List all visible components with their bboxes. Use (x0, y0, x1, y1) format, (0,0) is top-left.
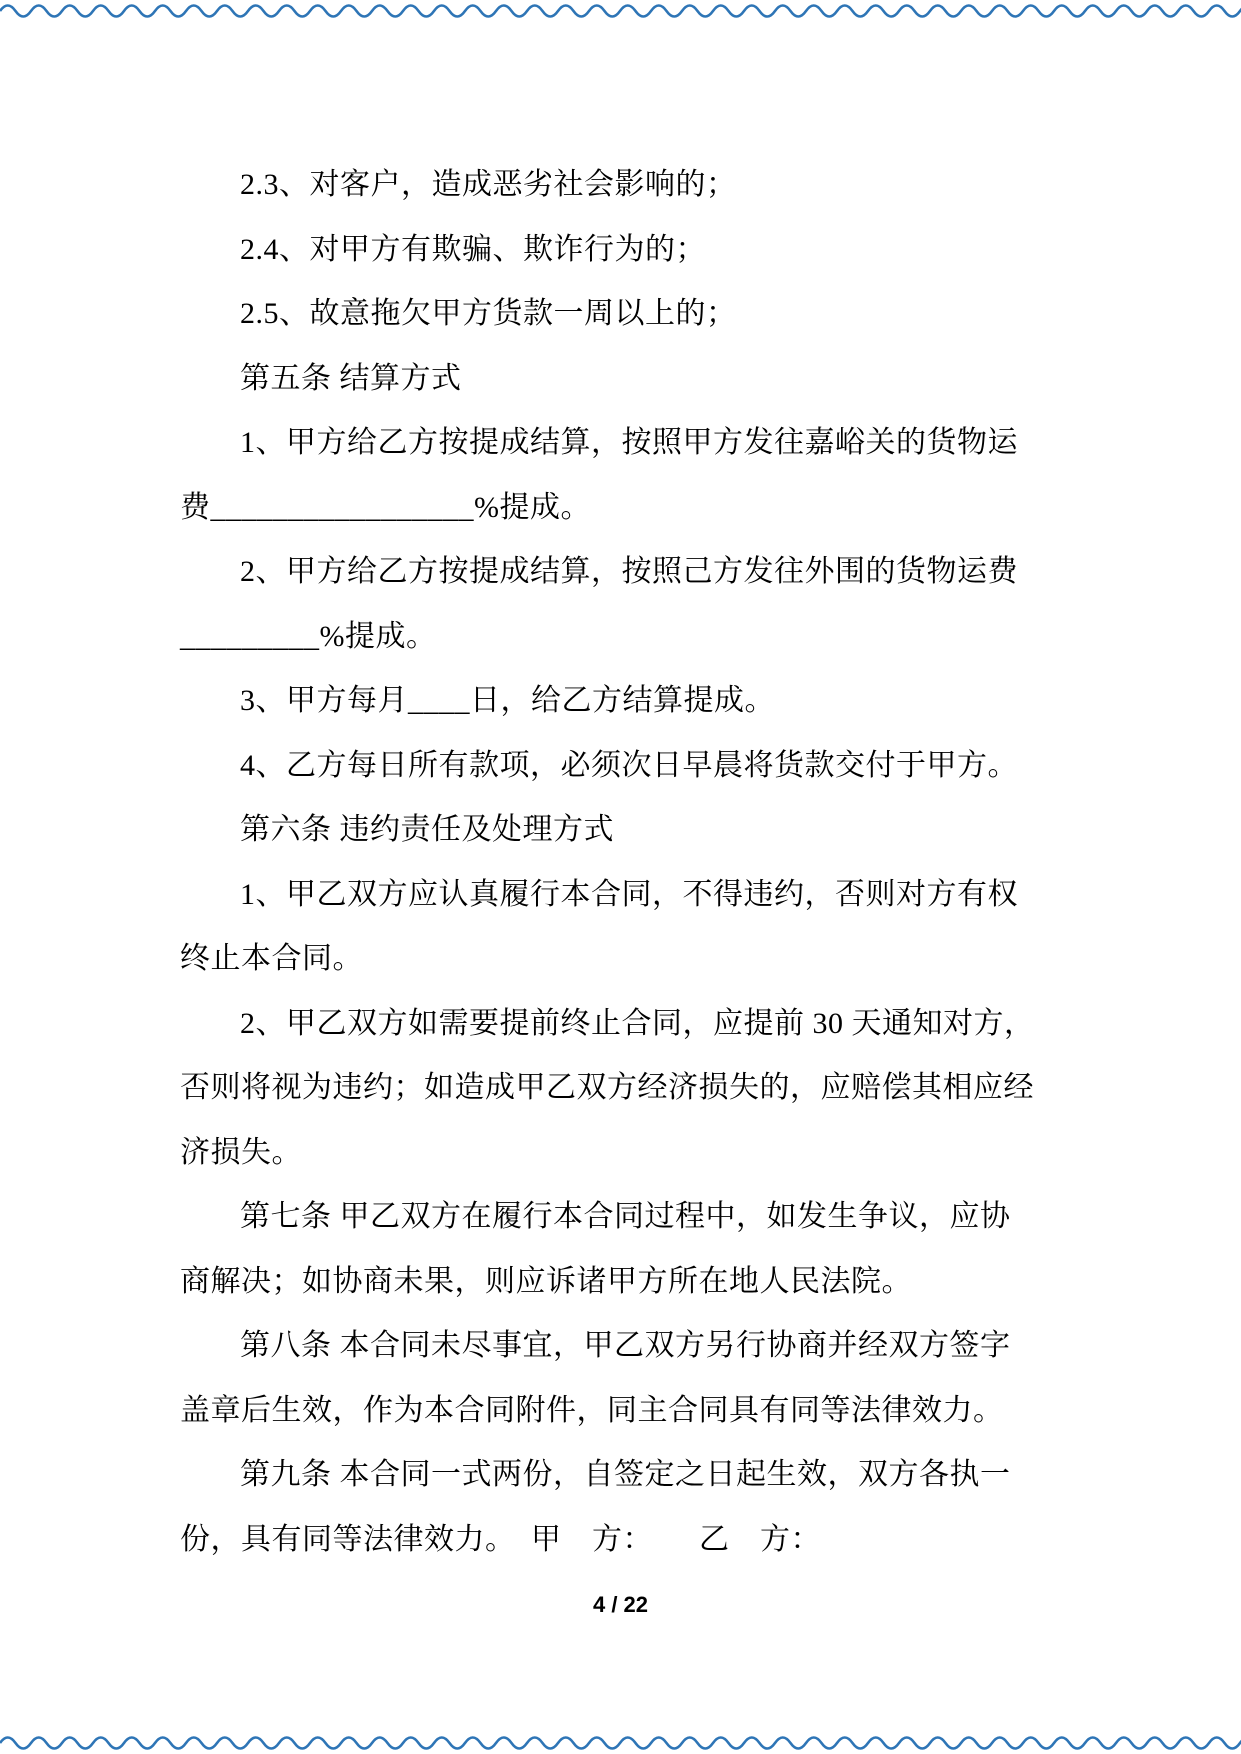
contract-line: 4、乙方每日所有款项，必须次日早晨将货款交付于甲方。 (240, 748, 1018, 782)
contract-section-heading: 第七条 甲乙双方在履行本合同过程中，如发生争议，应协 (240, 1200, 1011, 1233)
contract-line: 2、甲乙双方如需要提前终止合同，应提前 30 天通知对方， (240, 1006, 1035, 1040)
contract-line: 2.4、对甲方有欺骗、欺诈行为的； (240, 232, 706, 266)
contract-line: 济损失。 (180, 1135, 302, 1169)
contract-line-with-blank: _________%提成。 (180, 619, 437, 653)
contract-line: 盖章后生效，作为本合同附件，同主合同具有同等法律效力。 (180, 1393, 1004, 1427)
contract-line: 终止本合同。 (180, 942, 363, 975)
contract-line-signature: 份，具有同等法律效力。 甲 方： 乙 方： (180, 1522, 821, 1556)
contract-section-heading: 第九条 本合同一式两份，自签定之日起生效，双方各执一 (240, 1458, 1011, 1491)
bottom-wavy-border (0, 1734, 1241, 1752)
contract-section-heading: 第六条 违约责任及处理方式 (240, 813, 614, 846)
contract-line: 商解决；如协商未果，则应诉诸甲方所在地人民法院。 (180, 1264, 912, 1298)
contract-line: 1、甲方给乙方按提成结算，按照甲方发往嘉峪关的货物运 (240, 426, 1018, 459)
contract-section-heading: 第八条 本合同未尽事宜，甲乙双方另行协商并经双方签字 (240, 1329, 1011, 1362)
contract-line: 否则将视为违约；如造成甲乙双方经济损失的，应赔偿其相应经 (180, 1071, 1034, 1104)
page-number: 4 / 22 (592, 1592, 649, 1617)
contract-line: 2、甲方给乙方按提成结算，按照己方发往外围的货物运费 (240, 555, 1018, 588)
contract-line: 2.5、故意拖欠甲方货款一周以上的； (240, 297, 737, 330)
contract-body (180, 153, 1090, 1572)
top-wavy-border (0, 2, 1241, 20)
contract-line-with-blank: 费_________________%提成。 (180, 490, 591, 524)
contract-line: 2.3、对客户，造成恶劣社会影响的； (240, 168, 737, 201)
contract-line-with-blank: 3、甲方每月____日，给乙方结算提成。 (240, 684, 775, 717)
contract-line: 1、甲乙双方应认真履行本合同，不得违约，否则对方有权 (240, 877, 1018, 911)
contract-section-heading: 第五条 结算方式 (240, 361, 462, 395)
